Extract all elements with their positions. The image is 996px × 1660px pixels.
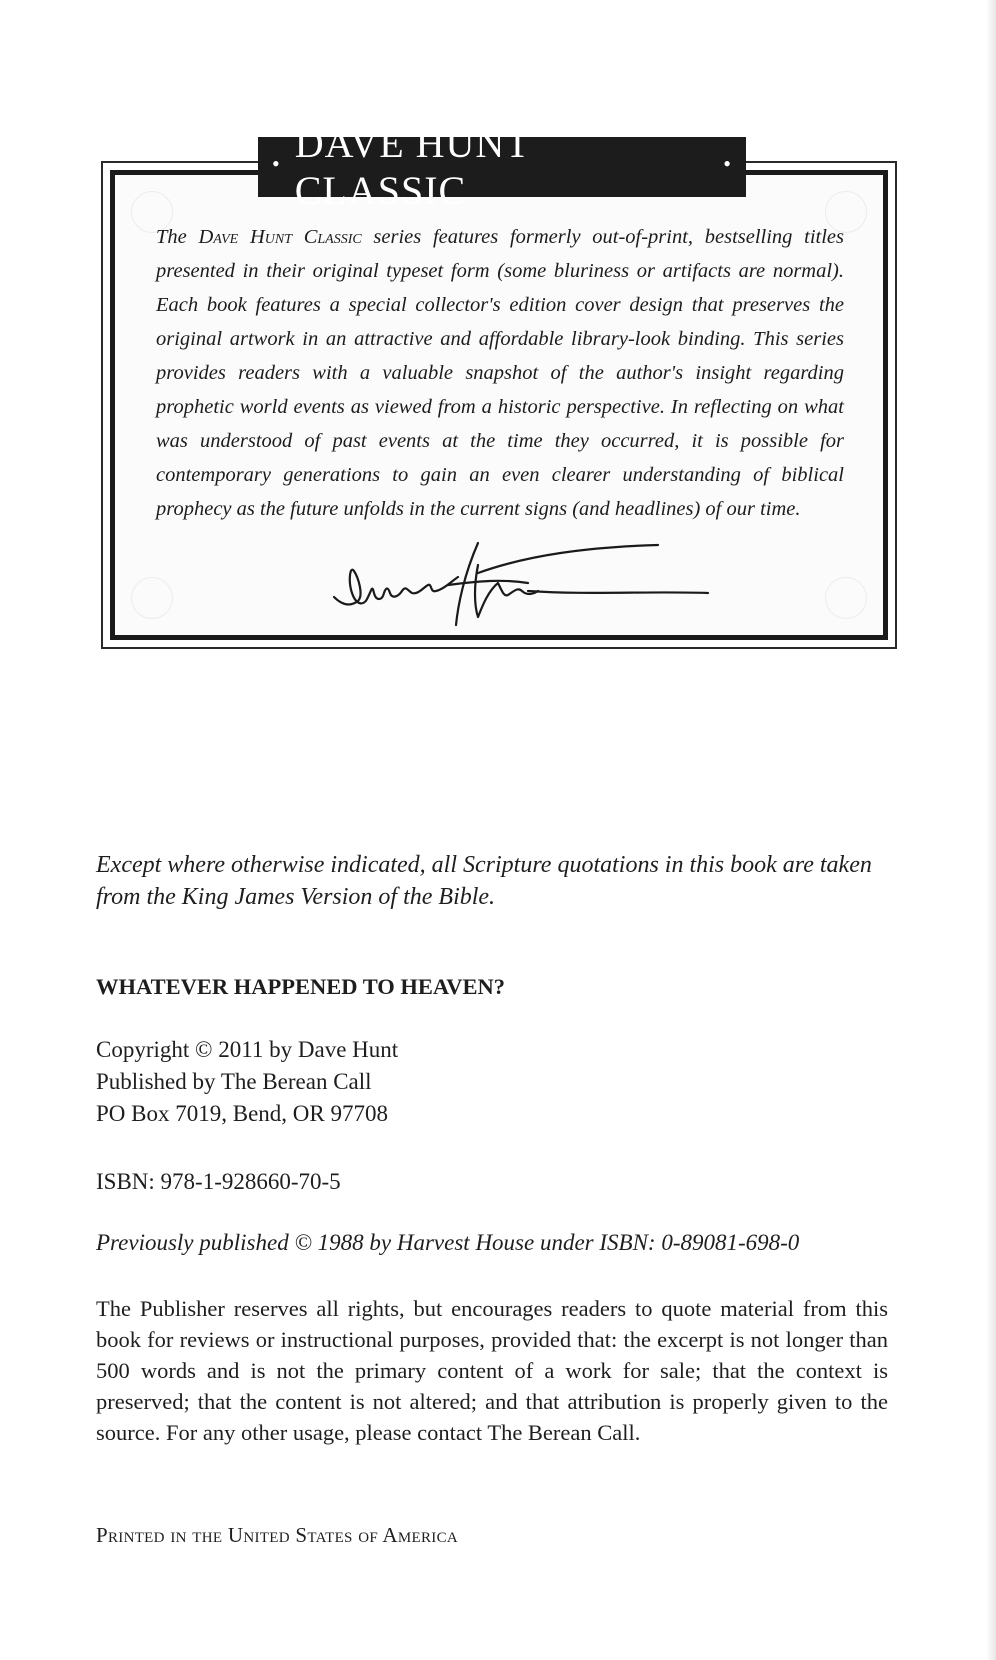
description-body: series features formerly out-of-print, bestselling titles presented in their original typeset form (some bluriness or artifacts are normal). Each book features a special collector's edition cover design that preserves the original artwork in an attractive and affordable library-look binding. This series provides readers with a valuable snapshot of the author's insight regarding prophetic world events as viewed from a historic perspective. In reflecting on what was understood of past events at the time they occurred, it is possible for contemporary generations to gain an even clearer understanding of biblical prophecy as the future unfolds in the current signs (and headlines) of our time. [156, 226, 845, 520]
address-line: PO Box 7019, Bend, OR 97708 [96, 1101, 388, 1126]
series-name: Dave Hunt Classic [198, 226, 362, 248]
author-signature [328, 535, 748, 630]
rights-statement: The Publisher reserves all rights, but encourages readers to quote material from this book for reviews or instructional purposes, provided that: the excerpt is not longer than 500 words and is not the primary content of a work for sale; that the context is preserved; that the content is not altered; and that attribution is properly given to the source. For any other usage, please contact The Berean Call. [96, 1296, 888, 1445]
page-edge-shadow [986, 0, 996, 1660]
copyright-line: Copyright © 2011 by Dave Hunt [96, 1037, 399, 1062]
publisher-line: Published by The Berean Call [96, 1069, 372, 1094]
banner-dot-right: • [723, 151, 732, 176]
previously-published-line: Previously published © 1988 by Harvest House under ISBN: 0-89081-698-0 [96, 1230, 800, 1255]
description-intro: The [156, 226, 199, 248]
banner-title: DAVE HUNT CLASSIC [294, 121, 531, 213]
book-title: WHATEVER HAPPENED TO HEAVEN? [96, 974, 506, 999]
publication-info [96, 1034, 398, 1130]
printed-in-line: Printed in the United States of America [96, 1523, 459, 1547]
classic-series-description [156, 220, 844, 526]
corner-ornament [131, 577, 173, 619]
scripture-note: Except where otherwise indicated, all Scripture quotations in this book are taken from the King James Version of the Bible. [96, 852, 872, 910]
corner-ornament [825, 577, 867, 619]
banner-dot-left: • [272, 151, 281, 176]
classic-banner [258, 121, 746, 213]
isbn-line: ISBN: 978-1-928660-70-5 [96, 1169, 341, 1194]
